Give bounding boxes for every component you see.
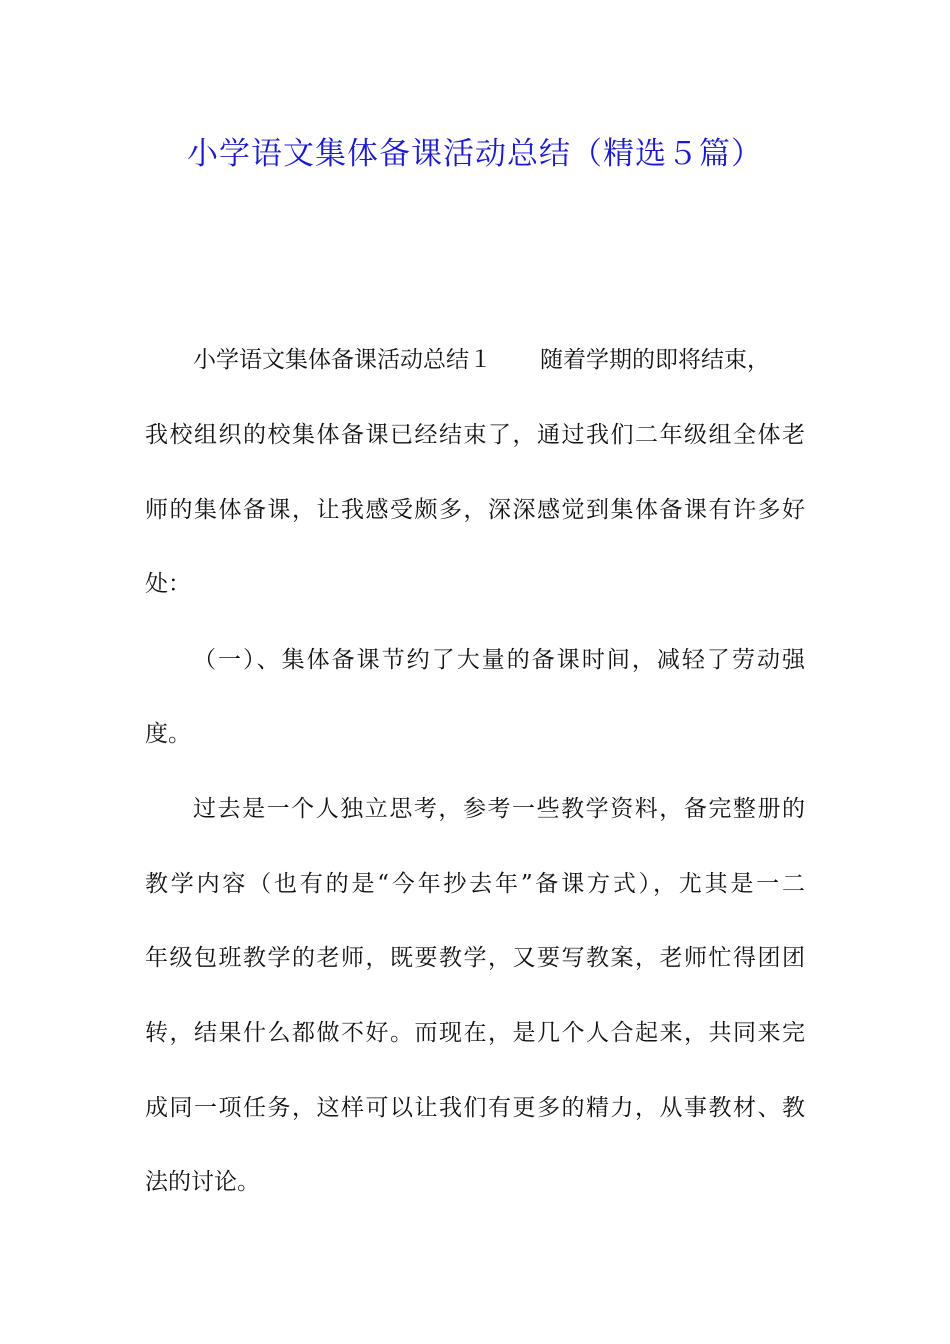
paragraph-line: 成同一项任务，这样可以让我们有更多的精力，从事教材、教	[145, 1095, 805, 1121]
paragraph-line: 教学内容（也有的是“今年抄去年”备课方式），尤其是一二	[145, 871, 805, 897]
paragraph-line: 转，结果什么都做不好。而现在，是几个人合起来，共同来完	[145, 1020, 805, 1046]
paragraph-line: 师的集体备课，让我感受颇多，深深感觉到集体备课有许多好	[145, 497, 805, 523]
paragraph-line: （一）、集体备课节约了大量的备课时间，减轻了劳动强	[193, 647, 805, 673]
paragraph-line: 法的讨论。	[145, 1169, 260, 1195]
paragraph-line: 处：	[145, 571, 191, 597]
paragraph-line	[193, 340, 805, 380]
paragraph-line: 过去是一个人独立思考，参考一些教学资料，备完整册的	[193, 796, 805, 822]
section-heading: 小学语文集体备课活动总结１	[193, 347, 492, 373]
document-title: 小学语文集体备课活动总结（精选５篇）	[187, 136, 763, 172]
paragraph-line: 年级包班教学的老师，既要教学，又要写教案，老师忙得团团	[145, 945, 805, 971]
paragraph-text: 随着学期的即将结束，	[540, 347, 770, 373]
paragraph-line: 我校组织的校集体备课已经结束了，通过我们二年级组全体老	[145, 422, 805, 448]
paragraph-line: 度。	[145, 721, 191, 747]
